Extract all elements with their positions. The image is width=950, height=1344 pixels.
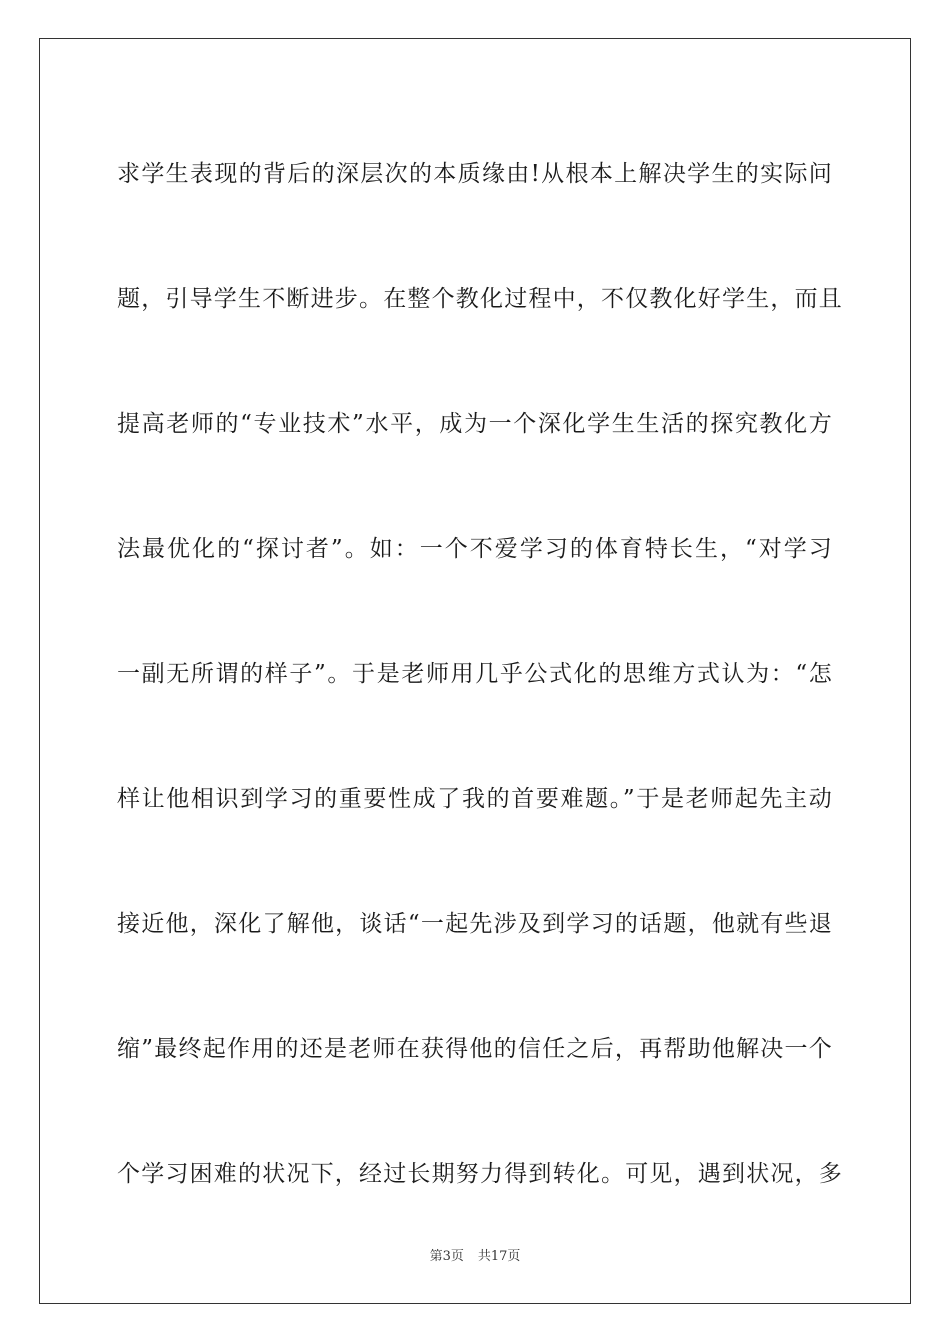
- paragraph-line: 法最优化的“探讨者”。如：一个不爱学习的体育特长生，“对学习: [117, 536, 833, 562]
- paragraph-line: 样让他相识到学习的重要性成了我的首要难题。”于是老师起先主动: [117, 786, 833, 812]
- paragraph-line: 一副无所谓的样子”。于是老师用几乎公式化的思维方式认为：“怎: [117, 661, 833, 687]
- page-total: 共17页: [477, 1249, 521, 1264]
- paragraph-line: 接近他，深化了解他，谈话“一起先涉及到学习的话题，他就有些退: [117, 911, 833, 937]
- paragraph-line: 个学习困难的状况下，经过长期努力得到转化。可见，遇到状况，多: [117, 1161, 843, 1187]
- paragraph-line: 题，引导学生不断进步。在整个教化过程中，不仅教化好学生，而且: [117, 286, 843, 312]
- page-footer: [0, 1248, 950, 1266]
- paragraph-line: 缩”最终起作用的还是老师在获得他的信任之后，再帮助他解决一个: [117, 1036, 833, 1062]
- paragraph-line: 求学生表现的背后的深层次的本质缘由!从根本上解决学生的实际问: [117, 161, 833, 187]
- paragraph-line: 提高老师的“专业技术”水平，成为一个深化学生生活的探究教化方: [117, 411, 833, 437]
- document-body: [117, 128, 843, 1276]
- page-number: 第3页: [429, 1249, 464, 1264]
